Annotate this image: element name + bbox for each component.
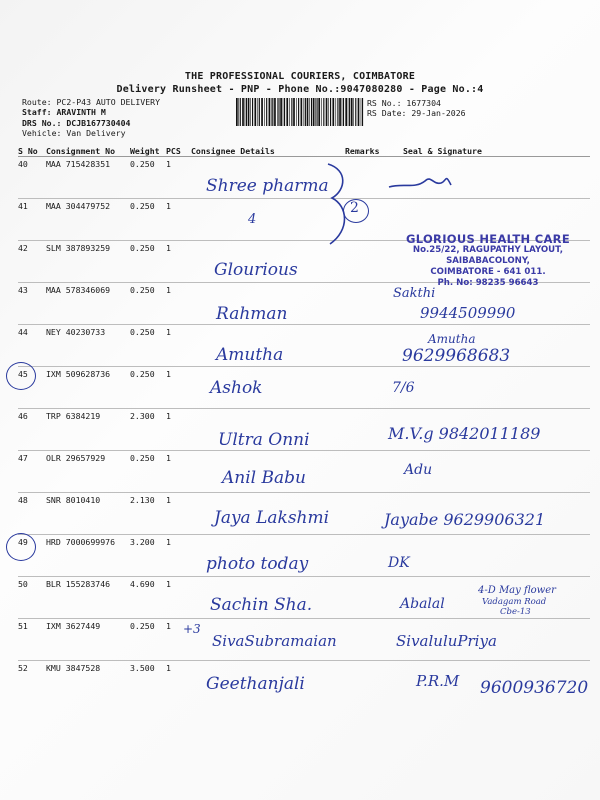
- cell-weight: 2.300: [130, 409, 166, 451]
- barcode: [236, 98, 364, 126]
- barcode-bar: [283, 98, 284, 126]
- barcode-bar: [339, 98, 341, 126]
- rs-number: RS No.: 1677304: [367, 98, 441, 108]
- cell-weight: 3.200: [130, 535, 166, 577]
- cell-cons: MAA 304479752: [46, 199, 130, 241]
- cell-sno: 43: [18, 283, 46, 325]
- hw-consignee-48: Jaya Lakshmi: [214, 508, 330, 528]
- barcode-bar: [280, 98, 282, 126]
- hw-consignee-50: Sachin Sha.: [210, 595, 313, 615]
- barcode-bar: [349, 98, 350, 126]
- barcode-bar: [345, 98, 347, 126]
- cell-cons: IXM 3627449: [46, 619, 130, 661]
- barcode-bar: [337, 98, 338, 126]
- cell-remarks: [345, 577, 403, 619]
- barcode-bar: [289, 98, 290, 126]
- vehicle-label: Vehicle: Van Delivery: [22, 127, 126, 138]
- hw-sign-43-phone: 9944509990: [420, 304, 516, 322]
- barcode-bar: [361, 98, 362, 126]
- stamp-line-3: SAIBABACOLONY,: [446, 256, 530, 266]
- cell-remarks: [345, 325, 403, 367]
- cell-cons: SNR 8010410: [46, 493, 130, 535]
- hw-sign-44-phone: 9629968683: [402, 346, 511, 366]
- barcode-bar: [351, 98, 353, 126]
- hw-consignee-51: SivaSubramaian: [212, 632, 337, 650]
- cell-sno: 41: [18, 199, 46, 241]
- cell-sno: 45: [18, 367, 46, 409]
- cell-cons: MAA 578346069: [46, 283, 130, 325]
- hw-sign-47: Adu: [404, 462, 433, 478]
- hw-consignee-46: Ultra Onni: [218, 430, 310, 450]
- barcode-bar: [271, 98, 272, 126]
- hw-sign-52-phone: 9600936720: [480, 678, 589, 698]
- runsheet-title: Delivery Runsheet - PNP - Phone No.:9047080280 - Page No.:4: [116, 84, 484, 95]
- cell-pcs: 1: [166, 493, 191, 535]
- route-label: Route: PC2-P43 AUTO DELIVERY: [22, 97, 161, 107]
- barcode-bar: [343, 98, 344, 126]
- company-name: THE PROFESSIONAL COURIERS, COIMBATORE: [184, 71, 416, 82]
- cell-remarks: [345, 661, 403, 703]
- cell-pcs: 1: [166, 663, 171, 673]
- barcode-bar: [323, 98, 324, 126]
- cell-sno: 51: [18, 619, 46, 661]
- barcode-bar: [332, 98, 334, 126]
- barcode-bar: [307, 98, 309, 126]
- cell-remarks: [345, 619, 403, 661]
- cell-sno: 52: [18, 663, 28, 673]
- barcode-bar: [304, 98, 305, 126]
- barcode-bar: [272, 98, 273, 126]
- cell-cons: IXM 509628736: [46, 367, 130, 409]
- cell-sno: 47: [18, 451, 46, 493]
- cell-weight: 0.250: [130, 619, 166, 661]
- barcode-bar: [293, 98, 295, 126]
- hw-consignee-43: Rahman: [216, 304, 288, 324]
- barcode-bar: [342, 98, 343, 126]
- stamp-line-2: No.25/22, RAGUPATHY LAYOUT,: [412, 245, 564, 255]
- cell-seal: [403, 367, 590, 409]
- cell-weight: 0.250: [130, 367, 166, 409]
- col-consignment: Consignment No: [46, 145, 130, 157]
- barcode-bar: [291, 98, 292, 126]
- barcode-bar: [296, 98, 297, 126]
- cell-pcs: 1: [166, 199, 191, 241]
- cell-sno: 42: [18, 241, 46, 283]
- barcode-bar: [259, 98, 260, 126]
- barcode-bar: [245, 98, 246, 126]
- barcode-bar: [248, 98, 250, 126]
- col-weight: Weight: [130, 145, 166, 157]
- circle-row-45: [6, 362, 36, 390]
- barcode-bar: [252, 98, 253, 126]
- barcode-bar: [250, 98, 251, 126]
- cell-weight: 3.500: [130, 663, 155, 673]
- table-row: [18, 367, 590, 409]
- cell-cons: MAA 715428351: [46, 157, 130, 199]
- cell-cons: KMU 3847528: [46, 663, 101, 673]
- barcode-bar: [355, 98, 356, 126]
- barcode-bar: [301, 98, 303, 126]
- barcode-bar: [236, 98, 238, 126]
- barcode-bar: [277, 98, 278, 126]
- cell-weight: 0.250: [130, 451, 166, 493]
- rs-date: RS Date: 29-Jan-2026: [367, 108, 466, 119]
- drs-label: DRS No.: DCJB167730404: [22, 117, 131, 128]
- cell-pcs: 1: [166, 325, 191, 367]
- barcode-bar: [274, 98, 276, 126]
- stamp-line-1: GLORIOUS HEALTH CARE: [406, 232, 570, 246]
- cell-sno: 50: [18, 577, 46, 619]
- hw-consignee-45: Ashok: [210, 378, 263, 398]
- hw-sign-51: SivaluluPriya: [396, 632, 497, 650]
- cell-weight: 0.250: [130, 157, 166, 199]
- runsheet-meta-right: [367, 98, 466, 119]
- cell-weight: 0.250: [130, 241, 166, 283]
- hw-sign-50-note-1: 4-D May flower: [478, 585, 556, 596]
- signature-40: [385, 165, 465, 195]
- hw-sign-50: Abalal: [400, 596, 445, 612]
- cell-pcs: 1: [166, 241, 191, 283]
- hw-sign-43: Sakthi: [393, 286, 436, 301]
- barcode-bar: [298, 98, 299, 126]
- hw-sign-46: M.V.g 9842011189: [388, 424, 541, 443]
- hw-sign-49: DK: [388, 555, 410, 571]
- col-consignee: Consignee Details: [191, 145, 345, 157]
- barcode-bar: [254, 98, 256, 126]
- hw-circle-mark-text: 2: [350, 200, 359, 216]
- cell-weight: 0.250: [130, 283, 166, 325]
- hw-consignee-44: Amutha: [216, 345, 284, 365]
- barcode-bar: [326, 98, 328, 126]
- cell-sno: 44: [18, 325, 46, 367]
- cell-cons: BLR 155283746: [46, 577, 130, 619]
- barcode-bar: [309, 98, 310, 126]
- hw-sign-50-note-2: Vadagam Road: [482, 597, 547, 607]
- cell-pcs: 1: [166, 409, 191, 451]
- barcode-bar: [348, 98, 349, 126]
- barcode-bar: [313, 98, 315, 126]
- barcode-bar: [264, 98, 265, 126]
- stamp-line-4: COIMBATORE - 641 011.: [430, 267, 546, 277]
- cell-pcs: 1: [166, 535, 191, 577]
- cell-pcs: 1: [166, 619, 191, 661]
- cell-pcs: 1: [166, 157, 191, 199]
- barcode-bar: [269, 98, 271, 126]
- barcode-bar: [286, 98, 288, 126]
- cell-sno: 46: [18, 409, 46, 451]
- col-seal: Seal & Signature: [403, 145, 590, 157]
- cell-sno: 49: [18, 535, 46, 577]
- barcode-bar: [330, 98, 331, 126]
- cell-cons: OLR 29657929: [46, 451, 130, 493]
- cell-sno: 48: [18, 493, 46, 535]
- cell-weight: 0.250: [130, 199, 166, 241]
- hw-sign-52: P.R.M: [416, 672, 460, 690]
- barcode-bar: [284, 98, 285, 126]
- hw-consignee-40: Shree pharma: [206, 176, 329, 196]
- cell-pcs: 1: [166, 577, 191, 619]
- barcode-bar: [278, 98, 279, 126]
- barcode-bar: [321, 98, 322, 126]
- hw-consignee-49: photo today: [206, 554, 309, 574]
- table-header: [18, 145, 590, 157]
- cell-pcs: 1: [166, 367, 191, 409]
- cell-pcs: 1: [166, 451, 191, 493]
- barcode-bar: [328, 98, 329, 126]
- stamp-line-5: Ph. No: 98235 96643: [437, 278, 539, 288]
- barcode-bar: [311, 98, 312, 126]
- circle-row-49: [6, 533, 36, 561]
- cell-cons: NEY 40230733: [46, 325, 130, 367]
- barcode-bar: [240, 98, 241, 126]
- col-pcs: PCS: [166, 145, 191, 157]
- barcode-bar: [362, 98, 363, 126]
- barcode-bar: [266, 98, 267, 126]
- hw-sign-44: Amutha: [428, 332, 476, 346]
- barcode-bar: [358, 98, 360, 126]
- barcode-bar: [353, 98, 354, 126]
- hw-sign-50-note-3: Cbe-13: [500, 607, 531, 617]
- cell-weight: 0.250: [130, 325, 166, 367]
- cell-sno: 40: [18, 157, 46, 199]
- barcode-bar: [335, 98, 336, 126]
- bracket-mark: [320, 160, 360, 250]
- cell-remarks: [345, 451, 403, 493]
- hw-consignee-42: Glourious: [214, 260, 298, 280]
- cell-seal: [403, 535, 590, 577]
- cell-weight: 2.130: [130, 493, 166, 535]
- runsheet-meta-left: [22, 97, 160, 138]
- hw-consignee-40-qty: 4: [248, 212, 257, 227]
- cell-pcs: 1: [166, 283, 191, 325]
- hw-consignee-47: Anil Babu: [222, 468, 306, 488]
- barcode-bar: [257, 98, 258, 126]
- company-stamp: [388, 234, 588, 289]
- barcode-bar: [315, 98, 316, 126]
- hw-consignee-52: Geethanjali: [206, 674, 305, 694]
- col-remarks: Remarks: [345, 145, 403, 157]
- barcode-bar: [318, 98, 320, 126]
- hw-sign-48: Jayabe 9629906321: [384, 510, 546, 529]
- barcode-bar: [238, 98, 239, 126]
- barcode-bar: [242, 98, 244, 126]
- cell-cons: SLM 387893259: [46, 241, 130, 283]
- barcode-bar: [246, 98, 247, 126]
- barcode-bar: [261, 98, 263, 126]
- barcode-bar: [305, 98, 306, 126]
- hw-pcs-51-extra: +3: [183, 622, 201, 636]
- barcode-bar: [317, 98, 318, 126]
- cell-cons: HRD 7000699976: [46, 535, 130, 577]
- staff-label: Staff: ARAVINTH M: [22, 107, 106, 118]
- col-sno: S No: [18, 145, 46, 157]
- hw-sign-45: 7/6: [392, 380, 415, 396]
- cell-cons: TRP 6384219: [46, 409, 130, 451]
- cell-weight: 4.690: [130, 577, 166, 619]
